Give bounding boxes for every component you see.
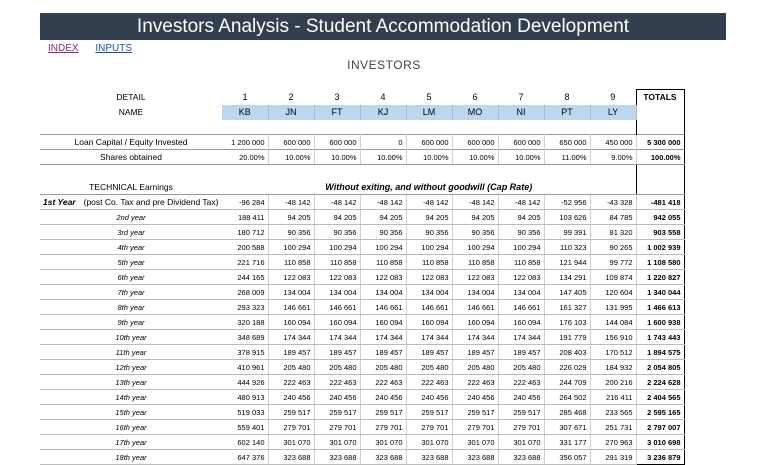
earnings-cell[interactable]: 301 070 [360,435,406,450]
shares-total: 100.00% [636,150,684,165]
earnings-cell[interactable]: 146 661 [314,300,360,315]
earnings-cell[interactable]: 110 323 [544,240,590,255]
shares-cell[interactable]: 10.00% [268,150,314,165]
investor-number: 1 [242,92,248,102]
shares-row [40,150,684,165]
earnings-cell[interactable]: 100 294 [452,240,498,255]
year-label: 4th year [40,240,222,255]
earnings-row [40,390,684,405]
year-label: 12th year [40,360,222,375]
investors-table [40,89,685,465]
earnings-cell[interactable]: 189 457 [452,345,498,360]
earnings-cell[interactable]: 144 084 [590,315,636,330]
earnings-cell[interactable]: 189 457 [498,345,544,360]
earnings-total: 1 600 938 [636,315,684,330]
capital-cell[interactable]: 600 000 [314,135,360,150]
earnings-cell[interactable]: 122 083 [452,270,498,285]
year-label: 15th year [40,405,222,420]
earnings-cell[interactable]: 161 327 [544,300,590,315]
nav-links [48,43,146,54]
earnings-header-row [40,180,684,195]
earnings-cell[interactable]: 240 456 [498,390,544,405]
year-label: 13th year [40,375,222,390]
shares-cell[interactable]: 10.00% [406,150,452,165]
earnings-cell[interactable]: 81 320 [590,225,636,240]
earnings-cell[interactable]: 323 688 [406,450,452,465]
capital-cell[interactable]: 1 200 000 [222,135,268,150]
earnings-cell[interactable]: 270 963 [590,435,636,450]
earnings-cell[interactable]: 301 070 [498,435,544,450]
earnings-cell[interactable]: 200 588 [222,240,268,255]
earnings-cell[interactable]: 174 344 [360,330,406,345]
investor-number: 6 [472,92,478,102]
earnings-cell[interactable]: -48 142 [268,195,314,210]
investor-name[interactable]: MO [452,105,498,120]
earnings-cell[interactable]: 221 716 [222,255,268,270]
earnings-row [40,420,684,435]
totals-spacer [636,105,684,120]
earnings-cell[interactable]: 94 205 [314,210,360,225]
earnings-cell[interactable]: 205 480 [314,360,360,375]
earnings-cell[interactable]: 180 712 [222,225,268,240]
earnings-row [40,285,684,300]
year-label: 18th year [40,450,222,465]
earnings-cell[interactable]: 216 411 [590,390,636,405]
earnings-cell[interactable]: 647 376 [222,450,268,465]
earnings-cell[interactable]: 205 480 [268,360,314,375]
earnings-row [40,210,684,225]
capital-total: 5 300 000 [636,135,684,150]
earnings-cell[interactable]: 323 688 [452,450,498,465]
earnings-cell[interactable]: 100 294 [268,240,314,255]
capital-cell[interactable]: 450 000 [590,135,636,150]
earnings-cell[interactable]: 279 701 [360,420,406,435]
earnings-cell[interactable]: 110 858 [498,255,544,270]
earnings-cell[interactable]: 320 188 [222,315,268,330]
earnings-cell[interactable]: 602 140 [222,435,268,450]
earnings-total: 1 466 613 [636,300,684,315]
earnings-cell[interactable]: 205 480 [406,360,452,375]
earnings-total: 1 220 827 [636,270,684,285]
earnings-cell[interactable]: -52 956 [544,195,590,210]
earnings-cell[interactable]: 410 961 [222,360,268,375]
capital-cell[interactable]: 600 000 [406,135,452,150]
index-link[interactable]: INDEX [48,43,79,54]
first-year-title: 1st Year [43,197,76,207]
earnings-cell[interactable]: 259 517 [314,405,360,420]
earnings-cell[interactable]: 160 094 [406,315,452,330]
earnings-cell[interactable]: 323 688 [498,450,544,465]
year-label: 8th year [40,300,222,315]
earnings-cell[interactable]: 110 858 [452,255,498,270]
earnings-cell[interactable]: 279 701 [498,420,544,435]
earnings-cell[interactable]: 348 689 [222,330,268,345]
spacer-row [40,120,684,135]
shares-cell[interactable]: 20.00% [222,150,268,165]
earnings-cell[interactable]: 122 083 [406,270,452,285]
earnings-cell[interactable]: 293 323 [222,300,268,315]
name-label: NAME [40,105,222,120]
earnings-cell[interactable]: 134 004 [268,285,314,300]
earnings-row [40,315,684,330]
earnings-row [40,345,684,360]
earnings-cell[interactable]: 251 731 [590,420,636,435]
earnings-cell[interactable]: 90 265 [590,240,636,255]
earnings-cell[interactable]: -48 142 [360,195,406,210]
earnings-cell[interactable]: 174 344 [314,330,360,345]
earnings-row [40,330,684,345]
earnings-cell[interactable]: 134 004 [360,285,406,300]
page-title-banner: Investors Analysis - Student Accommodation Development [40,13,726,40]
earnings-cell[interactable]: 176 103 [544,315,590,330]
earnings-cell[interactable]: 134 004 [406,285,452,300]
earnings-cell[interactable]: 100 294 [314,240,360,255]
earnings-cell[interactable]: 146 661 [360,300,406,315]
earnings-cell[interactable]: 99 391 [544,225,590,240]
earnings-banner: Without exiting, and without goodwill (Cap Rate) [222,180,636,195]
earnings-cell[interactable]: 208 403 [544,345,590,360]
earnings-cell[interactable]: 259 517 [498,405,544,420]
earnings-total: 1 894 575 [636,345,684,360]
earnings-cell[interactable]: 160 094 [498,315,544,330]
earnings-cell[interactable]: 90 356 [360,225,406,240]
spacer-row [40,165,684,180]
earnings-row [40,255,684,270]
earnings-cell[interactable]: 90 356 [406,225,452,240]
earnings-cell[interactable]: 94 205 [360,210,406,225]
earnings-cell[interactable]: 240 456 [314,390,360,405]
earnings-total: 942 055 [636,210,684,225]
earnings-cell[interactable]: 100 294 [406,240,452,255]
earnings-cell[interactable]: -48 142 [498,195,544,210]
earnings-row [40,270,684,285]
investor-name[interactable]: JN [268,105,314,120]
earnings-cell[interactable]: 240 456 [268,390,314,405]
earnings-total: 1 340 044 [636,285,684,300]
earnings-cell[interactable]: 90 356 [452,225,498,240]
earnings-cell[interactable]: 90 356 [498,225,544,240]
shares-cell[interactable]: 11.00% [544,150,590,165]
earnings-row [40,375,684,390]
earnings-cell[interactable]: 259 517 [452,405,498,420]
earnings-cell[interactable]: 100 294 [498,240,544,255]
first-year-note: (post Co. Tax and pre Dividend Tax) [83,197,219,207]
earnings-total: 3 236 879 [636,450,684,465]
capital-cell[interactable]: 600 000 [498,135,544,150]
earnings-cell[interactable]: 323 688 [360,450,406,465]
shares-cell[interactable]: 10.00% [452,150,498,165]
earnings-cell[interactable]: 94 205 [498,210,544,225]
earnings-cell[interactable]: 184 932 [590,360,636,375]
earnings-cell[interactable]: 301 070 [268,435,314,450]
earnings-cell[interactable]: 240 456 [406,390,452,405]
investor-name[interactable]: FT [314,105,360,120]
earnings-cell[interactable]: 94 205 [268,210,314,225]
year-label: 5th year [40,255,222,270]
earnings-cell[interactable]: 94 205 [452,210,498,225]
investor-number: 5 [426,92,432,102]
earnings-cell[interactable]: 331 177 [544,435,590,450]
earnings-cell[interactable]: -43 328 [590,195,636,210]
earnings-cell[interactable]: 99 772 [590,255,636,270]
earnings-row [40,240,684,255]
earnings-cell[interactable]: 90 356 [268,225,314,240]
earnings-cell[interactable]: 160 094 [360,315,406,330]
year-label: 14th year [40,390,222,405]
earnings-cell[interactable]: 122 083 [268,270,314,285]
earnings-cell[interactable]: 291 319 [590,450,636,465]
earnings-cell[interactable]: 122 083 [360,270,406,285]
earnings-cell[interactable]: 146 661 [452,300,498,315]
earnings-cell[interactable]: 279 701 [268,420,314,435]
earnings-total: 2 404 565 [636,390,684,405]
earnings-cell[interactable]: 189 457 [406,345,452,360]
earnings-cell[interactable]: 240 456 [452,390,498,405]
earnings-cell[interactable]: 444 926 [222,375,268,390]
earnings-cell[interactable]: 285 468 [544,405,590,420]
earnings-cell[interactable]: 122 083 [498,270,544,285]
first-year-label [40,195,222,210]
earnings-cell[interactable]: 146 661 [406,300,452,315]
earnings-cell[interactable]: 200 216 [590,375,636,390]
detail-label: DETAIL [116,92,146,102]
earnings-cell[interactable]: 134 004 [498,285,544,300]
section-subtitle: INVESTORS [347,58,421,72]
investor-number: 3 [334,92,340,102]
earnings-row [40,435,684,450]
investor-name[interactable]: LY [590,105,636,120]
earnings-cell[interactable]: 156 910 [590,330,636,345]
earnings-cell[interactable]: 134 291 [544,270,590,285]
totals-header: TOTALS [636,90,684,105]
earnings-cell[interactable]: 323 688 [268,450,314,465]
earnings-cell[interactable]: 94 205 [406,210,452,225]
year-label: 9th year [40,315,222,330]
earnings-cell[interactable]: 259 517 [406,405,452,420]
earnings-cell[interactable]: 188 411 [222,210,268,225]
shares-cell[interactable]: 10.00% [498,150,544,165]
earnings-cell[interactable]: 110 858 [360,255,406,270]
year-label: 16th year [40,420,222,435]
earnings-cell[interactable]: 160 094 [452,315,498,330]
capital-cell[interactable]: 650 000 [544,135,590,150]
earnings-cell[interactable]: 259 517 [360,405,406,420]
earnings-cell[interactable]: 244 709 [544,375,590,390]
earnings-cell[interactable]: 110 858 [268,255,314,270]
investor-name[interactable]: KB [222,105,268,120]
capital-cell[interactable]: 600 000 [452,135,498,150]
totals-spacer [636,120,684,135]
earnings-cell[interactable]: 307 671 [544,420,590,435]
earnings-row [40,225,684,240]
earnings-cell[interactable]: 103 626 [544,210,590,225]
earnings-cell[interactable]: 160 094 [314,315,360,330]
earnings-cell[interactable]: 222 463 [268,375,314,390]
earnings-cell[interactable]: 189 457 [360,345,406,360]
earnings-cell[interactable]: 146 661 [498,300,544,315]
earnings-cell[interactable]: 279 701 [406,420,452,435]
earnings-total: 3 010 698 [636,435,684,450]
investor-name[interactable]: PT [544,105,590,120]
earnings-cell[interactable]: 189 457 [268,345,314,360]
earnings-cell[interactable]: 222 463 [314,375,360,390]
earnings-cell[interactable]: 323 688 [314,450,360,465]
earnings-row [40,195,684,210]
investor-number: 2 [288,92,294,102]
earnings-cell[interactable]: 160 094 [268,315,314,330]
earnings-total: 2 224 628 [636,375,684,390]
investor-name[interactable]: LM [406,105,452,120]
earnings-cell[interactable]: 279 701 [452,420,498,435]
earnings-total: 2 054 805 [636,360,684,375]
earnings-cell[interactable]: 244 165 [222,270,268,285]
detail-row [40,90,684,105]
earnings-cell[interactable]: 109 874 [590,270,636,285]
earnings-cell[interactable]: -96 284 [222,195,268,210]
earnings-row [40,450,684,465]
earnings-cell[interactable]: 233 565 [590,405,636,420]
totals-spacer [636,180,684,195]
year-label: 2nd year [40,210,222,225]
earnings-cell[interactable]: 174 344 [268,330,314,345]
earnings-cell[interactable]: -48 142 [452,195,498,210]
totals-spacer [636,165,684,180]
earnings-cell[interactable]: 134 004 [452,285,498,300]
earnings-cell[interactable]: 480 913 [222,390,268,405]
earnings-cell[interactable]: 301 070 [406,435,452,450]
earnings-cell[interactable]: 147 405 [544,285,590,300]
year-label: 6th year [40,270,222,285]
earnings-total: 2 595 165 [636,405,684,420]
earnings-cell[interactable]: 222 463 [452,375,498,390]
earnings-cell[interactable]: 134 004 [314,285,360,300]
earnings-cell[interactable]: 378 915 [222,345,268,360]
name-row [40,105,684,120]
earnings-cell[interactable]: 279 701 [314,420,360,435]
earnings-row [40,360,684,375]
earnings-cell[interactable]: 205 480 [452,360,498,375]
earnings-cell[interactable]: 84 785 [590,210,636,225]
earnings-cell[interactable]: 226 029 [544,360,590,375]
earnings-cell[interactable]: 205 480 [360,360,406,375]
shares-label: Shares obtained [40,150,222,165]
earnings-cell[interactable]: 191 779 [544,330,590,345]
earnings-cell[interactable]: 268 009 [222,285,268,300]
year-label: 17th year [40,435,222,450]
earnings-cell[interactable]: -48 142 [406,195,452,210]
earnings-total: 1 002 939 [636,240,684,255]
earnings-cell[interactable]: 120 604 [590,285,636,300]
earnings-cell[interactable]: 301 070 [314,435,360,450]
earnings-cell[interactable]: 222 463 [360,375,406,390]
earnings-cell[interactable]: 519 033 [222,405,268,420]
earnings-cell[interactable]: 174 344 [452,330,498,345]
earnings-cell[interactable]: 146 661 [268,300,314,315]
earnings-cell[interactable]: 559 401 [222,420,268,435]
investor-number: 8 [564,92,570,102]
earnings-cell[interactable]: 100 294 [360,240,406,255]
earnings-cell[interactable]: 174 344 [406,330,452,345]
investor-number: 9 [610,92,616,102]
earnings-cell[interactable]: 189 457 [314,345,360,360]
shares-cell[interactable]: 9.00% [590,150,636,165]
investor-number: 4 [380,92,386,102]
earnings-cell[interactable]: 174 344 [498,330,544,345]
earnings-cell[interactable]: 90 356 [314,225,360,240]
earnings-total: -481 418 [636,195,684,210]
earnings-cell[interactable]: 264 502 [544,390,590,405]
investor-number: 7 [518,92,524,102]
earnings-cell[interactable]: 222 463 [498,375,544,390]
year-label: 3rd year [40,225,222,240]
earnings-cell[interactable]: 122 083 [314,270,360,285]
earnings-total: 1 108 580 [636,255,684,270]
earnings-cell[interactable]: 131 995 [590,300,636,315]
earnings-cell[interactable]: -48 142 [314,195,360,210]
shares-cell[interactable]: 10.00% [314,150,360,165]
earnings-total: 1 743 443 [636,330,684,345]
earnings-cell[interactable]: 222 463 [406,375,452,390]
earnings-cell[interactable]: 356 057 [544,450,590,465]
year-label: 11th year [40,345,222,360]
earnings-cell[interactable]: 301 070 [452,435,498,450]
shares-cell[interactable]: 10.00% [360,150,406,165]
capital-label: Loan Capital / Equity Invested [40,135,222,150]
earnings-row [40,300,684,315]
year-label: 10th year [40,330,222,345]
earnings-cell[interactable]: 259 517 [268,405,314,420]
earnings-total: 2 797 007 [636,420,684,435]
earnings-cell[interactable]: 170 512 [590,345,636,360]
year-label: 7th year [40,285,222,300]
capital-cell[interactable]: 0 [360,135,406,150]
earnings-row [40,405,684,420]
earnings-cell[interactable]: 205 480 [498,360,544,375]
capital-cell[interactable]: 600 000 [268,135,314,150]
investor-name[interactable]: NI [498,105,544,120]
investor-name[interactable]: KJ [360,105,406,120]
earnings-cell[interactable]: 240 456 [360,390,406,405]
earnings-cell[interactable]: 110 858 [314,255,360,270]
earnings-label: TECHNICAL Earnings [40,180,222,195]
earnings-total: 903 558 [636,225,684,240]
inputs-link[interactable]: INPUTS [95,43,133,54]
capital-row [40,135,684,150]
earnings-cell[interactable]: 110 858 [406,255,452,270]
earnings-cell[interactable]: 121 944 [544,255,590,270]
